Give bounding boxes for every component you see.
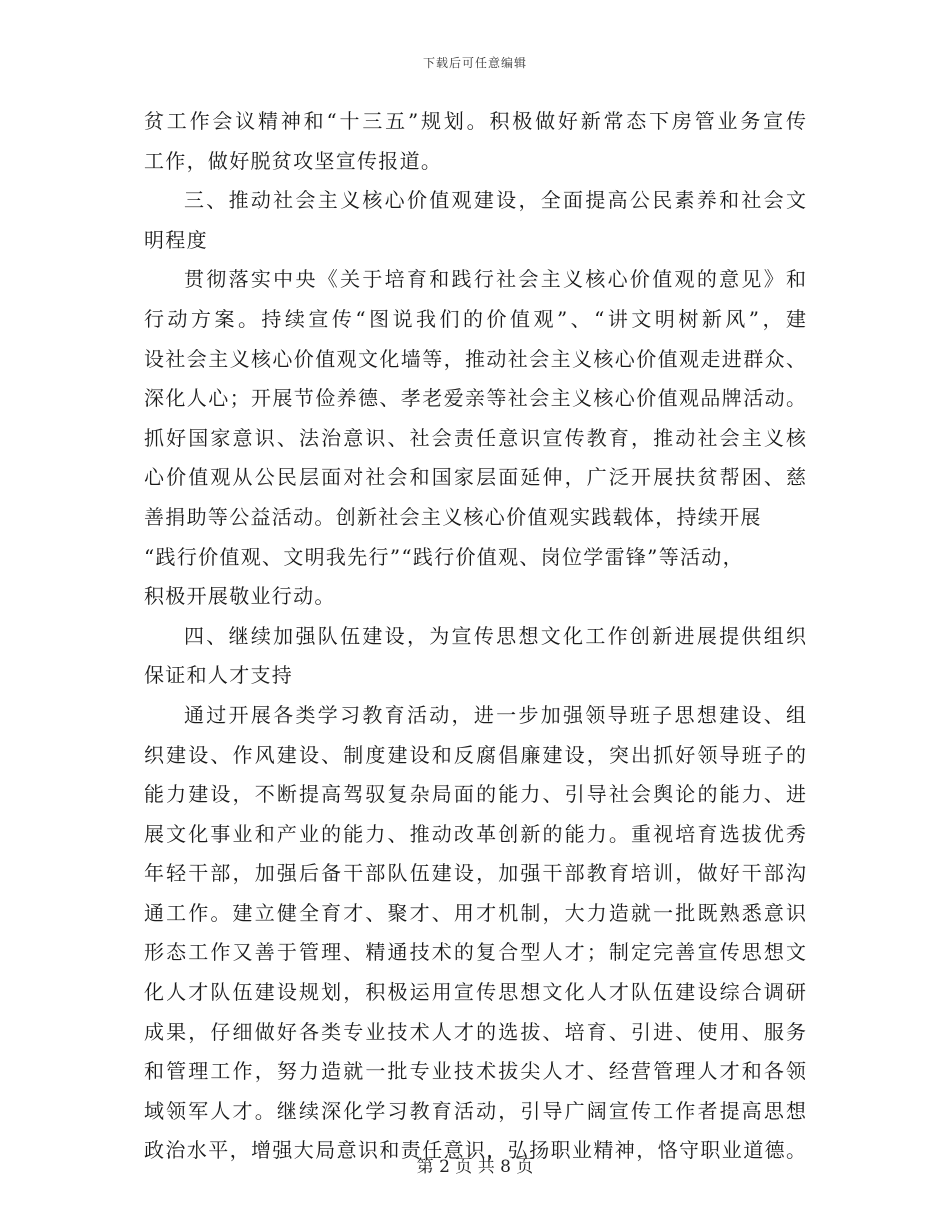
section-heading: 四、继续加强队伍建设，为宣传思想文化工作创新进展提供组织 — [184, 623, 806, 648]
text-line: 工作，做好脱贫攻坚宣传报道。 — [144, 148, 443, 173]
text-line: 深化人心；开展节俭养德、孝老爱亲等社会主义核心价值观品牌活动。 — [144, 386, 806, 411]
text-line: 展文化事业和产业的能力、推动改革创新的能力。重视培育选拔优秀 — [144, 821, 806, 846]
text-line: 善捐助等公益活动。创新社会主义核心价值观实践载体，持续开展 — [144, 504, 762, 529]
text-line: 成果，仔细做好各类专业技术人才的选拔、培育、引进、使用、服务 — [144, 1019, 806, 1044]
section-heading: 明程度 — [144, 227, 208, 252]
page-header: 下载后可任意编辑 — [422, 56, 527, 70]
text-line: 贫工作会议精神和“十三五”规划。积极做好新常态下房管业务宣传 — [144, 109, 806, 133]
text-line: 抓好国家意识、法治意识、社会责任意识宣传教育，推动社会主义核 — [144, 425, 806, 450]
paragraph-start: 通过开展各类学习教育活动，进一步加强领导班子思想建设、组 — [184, 702, 806, 727]
page-number: 第 2 页 共 8 页 — [416, 1157, 534, 1177]
text-line: 形态工作又善于管理、精通技术的复合型人才；制定完善宣传思想文 — [144, 940, 806, 965]
text-line: 设社会主义核心价值观文化墙等，推动社会主义核心价值观走进群众、 — [144, 346, 806, 371]
text-line: 行动方案。持续宣传“图说我们的价值观”、“讲文明树新风”，建 — [144, 306, 806, 331]
text-line: 年轻干部，加强后备干部队伍建设，加强干部教育培训，做好干部沟 — [144, 861, 806, 886]
paragraph-start: 贯彻落实中央《关于培育和践行社会主义核心价值观的意见》和 — [184, 267, 806, 292]
text-line: 通工作。建立健全育才、聚才、用才机制，大力造就一批既熟悉意识 — [144, 900, 806, 925]
text-line: 政治水平，增强大局意识和责任意识，弘扬职业精神，恪守职业道德。 — [144, 1138, 806, 1163]
text-line: 和管理工作，努力造就一批专业技术拔尖人才、经营管理人才和各领 — [144, 1059, 806, 1084]
text-line: 织建设、作风建设、制度建设和反腐倡廉建设，突出抓好领导班子的 — [144, 742, 806, 767]
section-heading: 三、推动社会主义核心价值观建设，全面提高公民素养和社会文 — [184, 188, 806, 213]
text-line: 积极开展敬业行动。 — [144, 584, 336, 609]
text-line: 域领军人才。继续深化学习教育活动，引导广阔宣传工作者提高思想 — [144, 1098, 806, 1123]
text-line: 心价值观从公民层面对社会和国家层面延伸，广泛开展扶贫帮困、慈 — [144, 465, 806, 490]
section-heading: 保证和人才支持 — [144, 663, 294, 688]
text-line: 能力建设，不断提高驾驭复杂局面的能力、引导社会舆论的能力、进 — [144, 782, 806, 807]
text-line: “践行价值观、文明我先行”“践行价值观、岗位学雷锋”等活动， — [144, 544, 744, 569]
body-text — [144, 102, 806, 1171]
text-line: 化人才队伍建设规划，积极运用宣传思想文化人才队伍建设综合调研 — [144, 980, 806, 1005]
